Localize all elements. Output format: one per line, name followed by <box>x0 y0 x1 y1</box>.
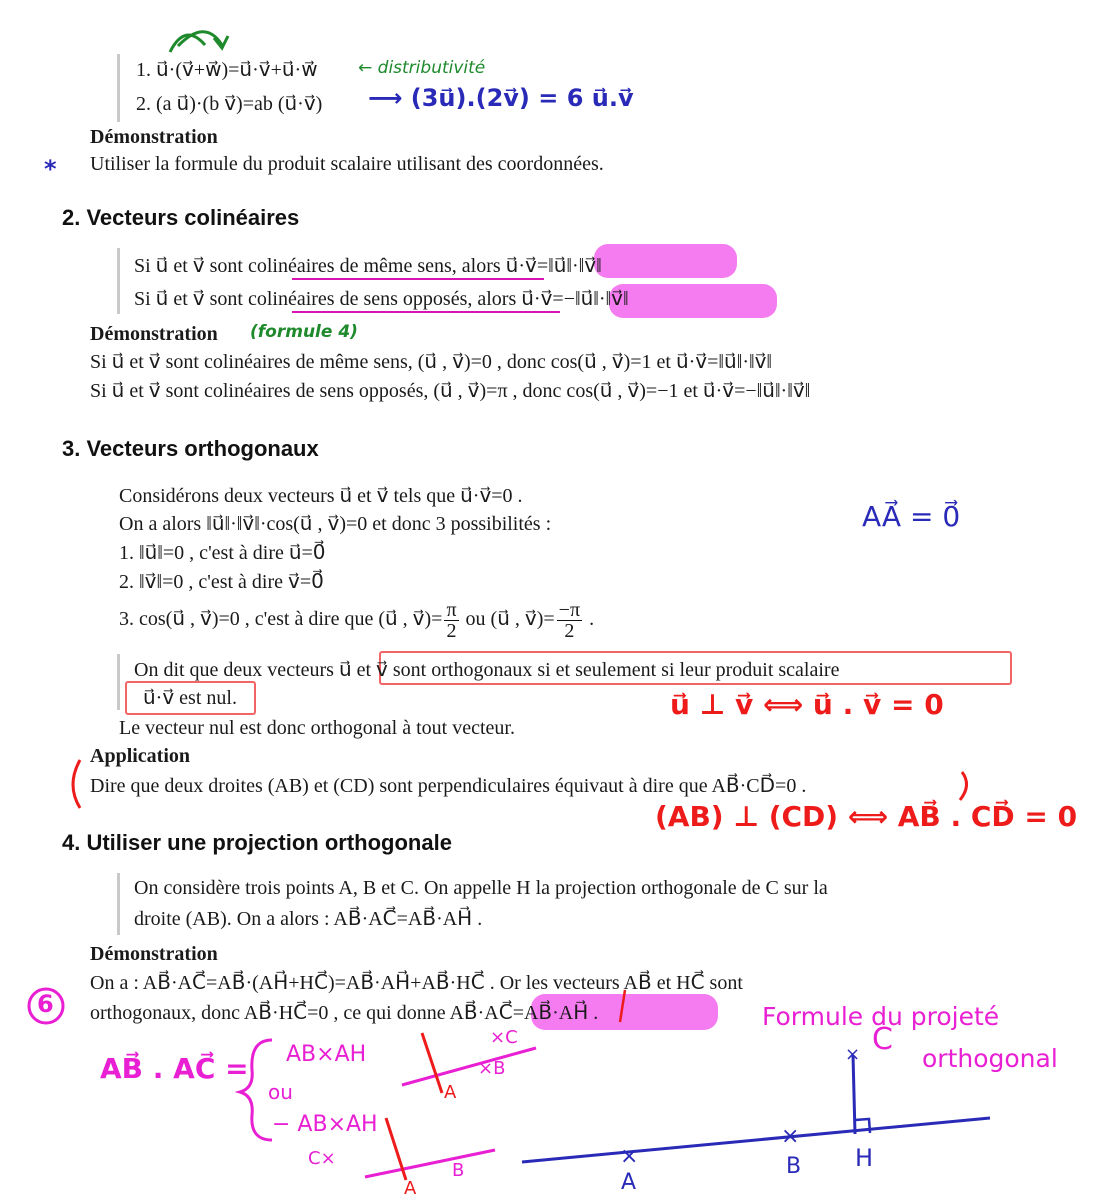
colinear-opp-post: alors u⃗·v⃗=−‖u⃗‖·‖v⃗‖ <box>472 288 629 310</box>
demo-label-2: Démonstration <box>90 323 218 345</box>
ortho-on-a-alors: On a alors ‖u⃗‖·‖v⃗‖·cos(u⃗ , v⃗)=0 et donc 3 possibilités : <box>119 513 552 535</box>
ortho-consider: Considérons deux vecteurs u⃗ et v⃗ tels que u⃗·v⃗=0 . <box>119 485 523 507</box>
annotation-scalar-example: ⟶ (3u⃗).(2v⃗) = 6 u⃗.v⃗ <box>368 84 634 112</box>
red-open-paren <box>73 760 80 808</box>
property-distributivity: 1. u⃗·(v⃗+w⃗)=u⃗·v⃗+u⃗·w⃗ <box>136 59 318 81</box>
annotation-six: 6 <box>37 990 54 1018</box>
colinear-same-underlined: colinéaires de même sens, <box>247 255 457 277</box>
annotation-star: * <box>44 155 57 183</box>
annotation-case-negative: − AB×AH <box>272 1112 378 1137</box>
annotation-ou: ou <box>268 1080 293 1104</box>
diagram2-point-b: B <box>452 1160 465 1181</box>
diagram1-point-b: ×B <box>478 1058 506 1079</box>
projection-mark-b: × <box>781 1124 800 1149</box>
section-3-title: 3. Vecteurs orthogonaux <box>62 436 319 461</box>
projection-label-c: C <box>872 1022 893 1057</box>
projection-line-2: droite (AB). On a alors : AB⃗·AC⃗=AB⃗·AH⃗ . <box>134 908 483 930</box>
case3-pre: 3. cos(u⃗ , v⃗)=0 , c'est à dire que (u⃗ , v⃗)= <box>119 608 443 631</box>
property-scalar-mult: 2. (a u⃗)·(b v⃗)=ab (u⃗·v⃗) <box>136 93 323 115</box>
projection-mark-c: × <box>845 1044 861 1065</box>
projection-label-b: B <box>786 1154 802 1179</box>
fraction-2-num: −π <box>558 599 581 621</box>
projection-line-1: On considère trois points A, B et C. On appelle H la projection orthogonale de C sur la <box>134 877 828 899</box>
demo-4-line-2: orthogonaux, donc AB⃗·HC⃗=0 , ce qui donne AB⃗·AC⃗=AB⃗·AH⃗ . <box>90 1002 599 1024</box>
annotation-ab-ac-equals: AB⃗ . AC⃗ = <box>100 1052 249 1085</box>
annotation-formule-projete: Formule du projeté <box>762 1002 1000 1031</box>
projection-label-h: H <box>855 1144 874 1172</box>
blue-line-ch <box>853 1055 855 1134</box>
demo-text-1: Utiliser la formule du produit scalaire utilisant des coordonnées. <box>90 153 604 175</box>
demo-4-line-1: On a : AB⃗·AC⃗=AB⃗·(AH⃗+HC⃗)=AB⃗·AH⃗+AB⃗·HC⃗ . Or les vecteurs AB⃗ et HC⃗ sont <box>90 972 743 994</box>
annotation-distributivity: ← distributivité <box>358 58 486 78</box>
diagram1-red-perp <box>422 1033 442 1093</box>
section-4-title: 4. Utiliser une projection orthogonale <box>62 830 452 855</box>
diagram1-point-c: ×C <box>490 1027 518 1048</box>
ortho-case-2: 2. ‖v⃗‖=0 , c'est à dire v⃗=0⃗ <box>119 571 324 593</box>
red-pen-mark <box>620 990 625 1022</box>
diagram2-point-c: C× <box>308 1148 336 1169</box>
projection-mark-a: × <box>620 1144 639 1169</box>
null-vector-remark: Le vecteur nul est donc orthogonal à tout vecteur. <box>119 717 515 739</box>
definition-line-1: On dit que deux vecteurs u⃗ et v⃗ sont orthogonaux si et seulement si leur produit scalaire <box>134 659 840 681</box>
diagram1-line-ab <box>402 1048 536 1085</box>
annotation-case-positive: AB×AH <box>286 1042 367 1067</box>
colinear-same-pre: Si u⃗ et v⃗ sont <box>134 255 248 277</box>
diagram2-line-ab <box>365 1150 495 1177</box>
case3-mid: ou (u⃗ , v⃗)= <box>460 608 555 631</box>
application-text: Dire que deux droites (AB) et (CD) sont perpendiculaires équivaut à dire que AB⃗·CD⃗=0 . <box>90 775 807 797</box>
annotation-formule-4: (formule 4) <box>250 322 358 342</box>
colinear-opp-underlined: colinéaires de sens opposés, <box>247 288 473 310</box>
demo-2-line-2: Si u⃗ et v⃗ sont colinéaires de sens opposés, (u⃗ , v⃗)=π , donc cos(u⃗ , v⃗)=−1 et u⃗·v⃗=−‖u⃗‖·‖v⃗‖ <box>90 380 811 402</box>
colinear-same-post: alors u⃗·v⃗=‖u⃗‖·‖v⃗‖ <box>456 255 602 277</box>
case3-end: . <box>584 608 595 631</box>
fraction-2-den: 2 <box>564 620 575 642</box>
fraction-1-den: 2 <box>446 620 457 642</box>
demo-label-4: Démonstration <box>90 943 218 965</box>
red-close-paren <box>960 772 967 800</box>
annotation-lines-perp-equiv: (AB) ⊥ (CD) ⟺ AB⃗ . CD⃗ = 0 <box>655 800 1078 833</box>
diagram1-point-a: A <box>444 1082 457 1103</box>
annotation-perp-equiv: u⃗ ⊥ v⃗ ⟺ u⃗ . v⃗ = 0 <box>670 688 944 721</box>
colinear-opp-pre: Si u⃗ et v⃗ sont <box>134 288 248 310</box>
diagram2-point-a: A <box>404 1178 417 1199</box>
definition-line-2: u⃗·v⃗ est nul. <box>143 687 237 709</box>
application-label: Application <box>90 745 191 767</box>
ortho-case-1: 1. ‖u⃗‖=0 , c'est à dire u⃗=0⃗ <box>119 542 326 564</box>
annotation-aa-zero: AA⃗ = 0⃗ <box>862 500 961 533</box>
annotation-orthogonal: orthogonal <box>922 1044 1058 1073</box>
demo-label-1: Démonstration <box>90 126 218 148</box>
fraction-1-num: π <box>446 599 457 621</box>
projection-label-a: A <box>621 1170 637 1195</box>
blue-line-ab <box>522 1118 990 1162</box>
section-2-title: 2. Vecteurs colinéaires <box>62 205 300 230</box>
demo-2-line-1: Si u⃗ et v⃗ sont colinéaires de même sens, (u⃗ , v⃗)=0 , donc cos(u⃗ , v⃗)=1 et u⃗·v⃗=‖u⃗‖·‖v⃗‖ <box>90 351 773 373</box>
